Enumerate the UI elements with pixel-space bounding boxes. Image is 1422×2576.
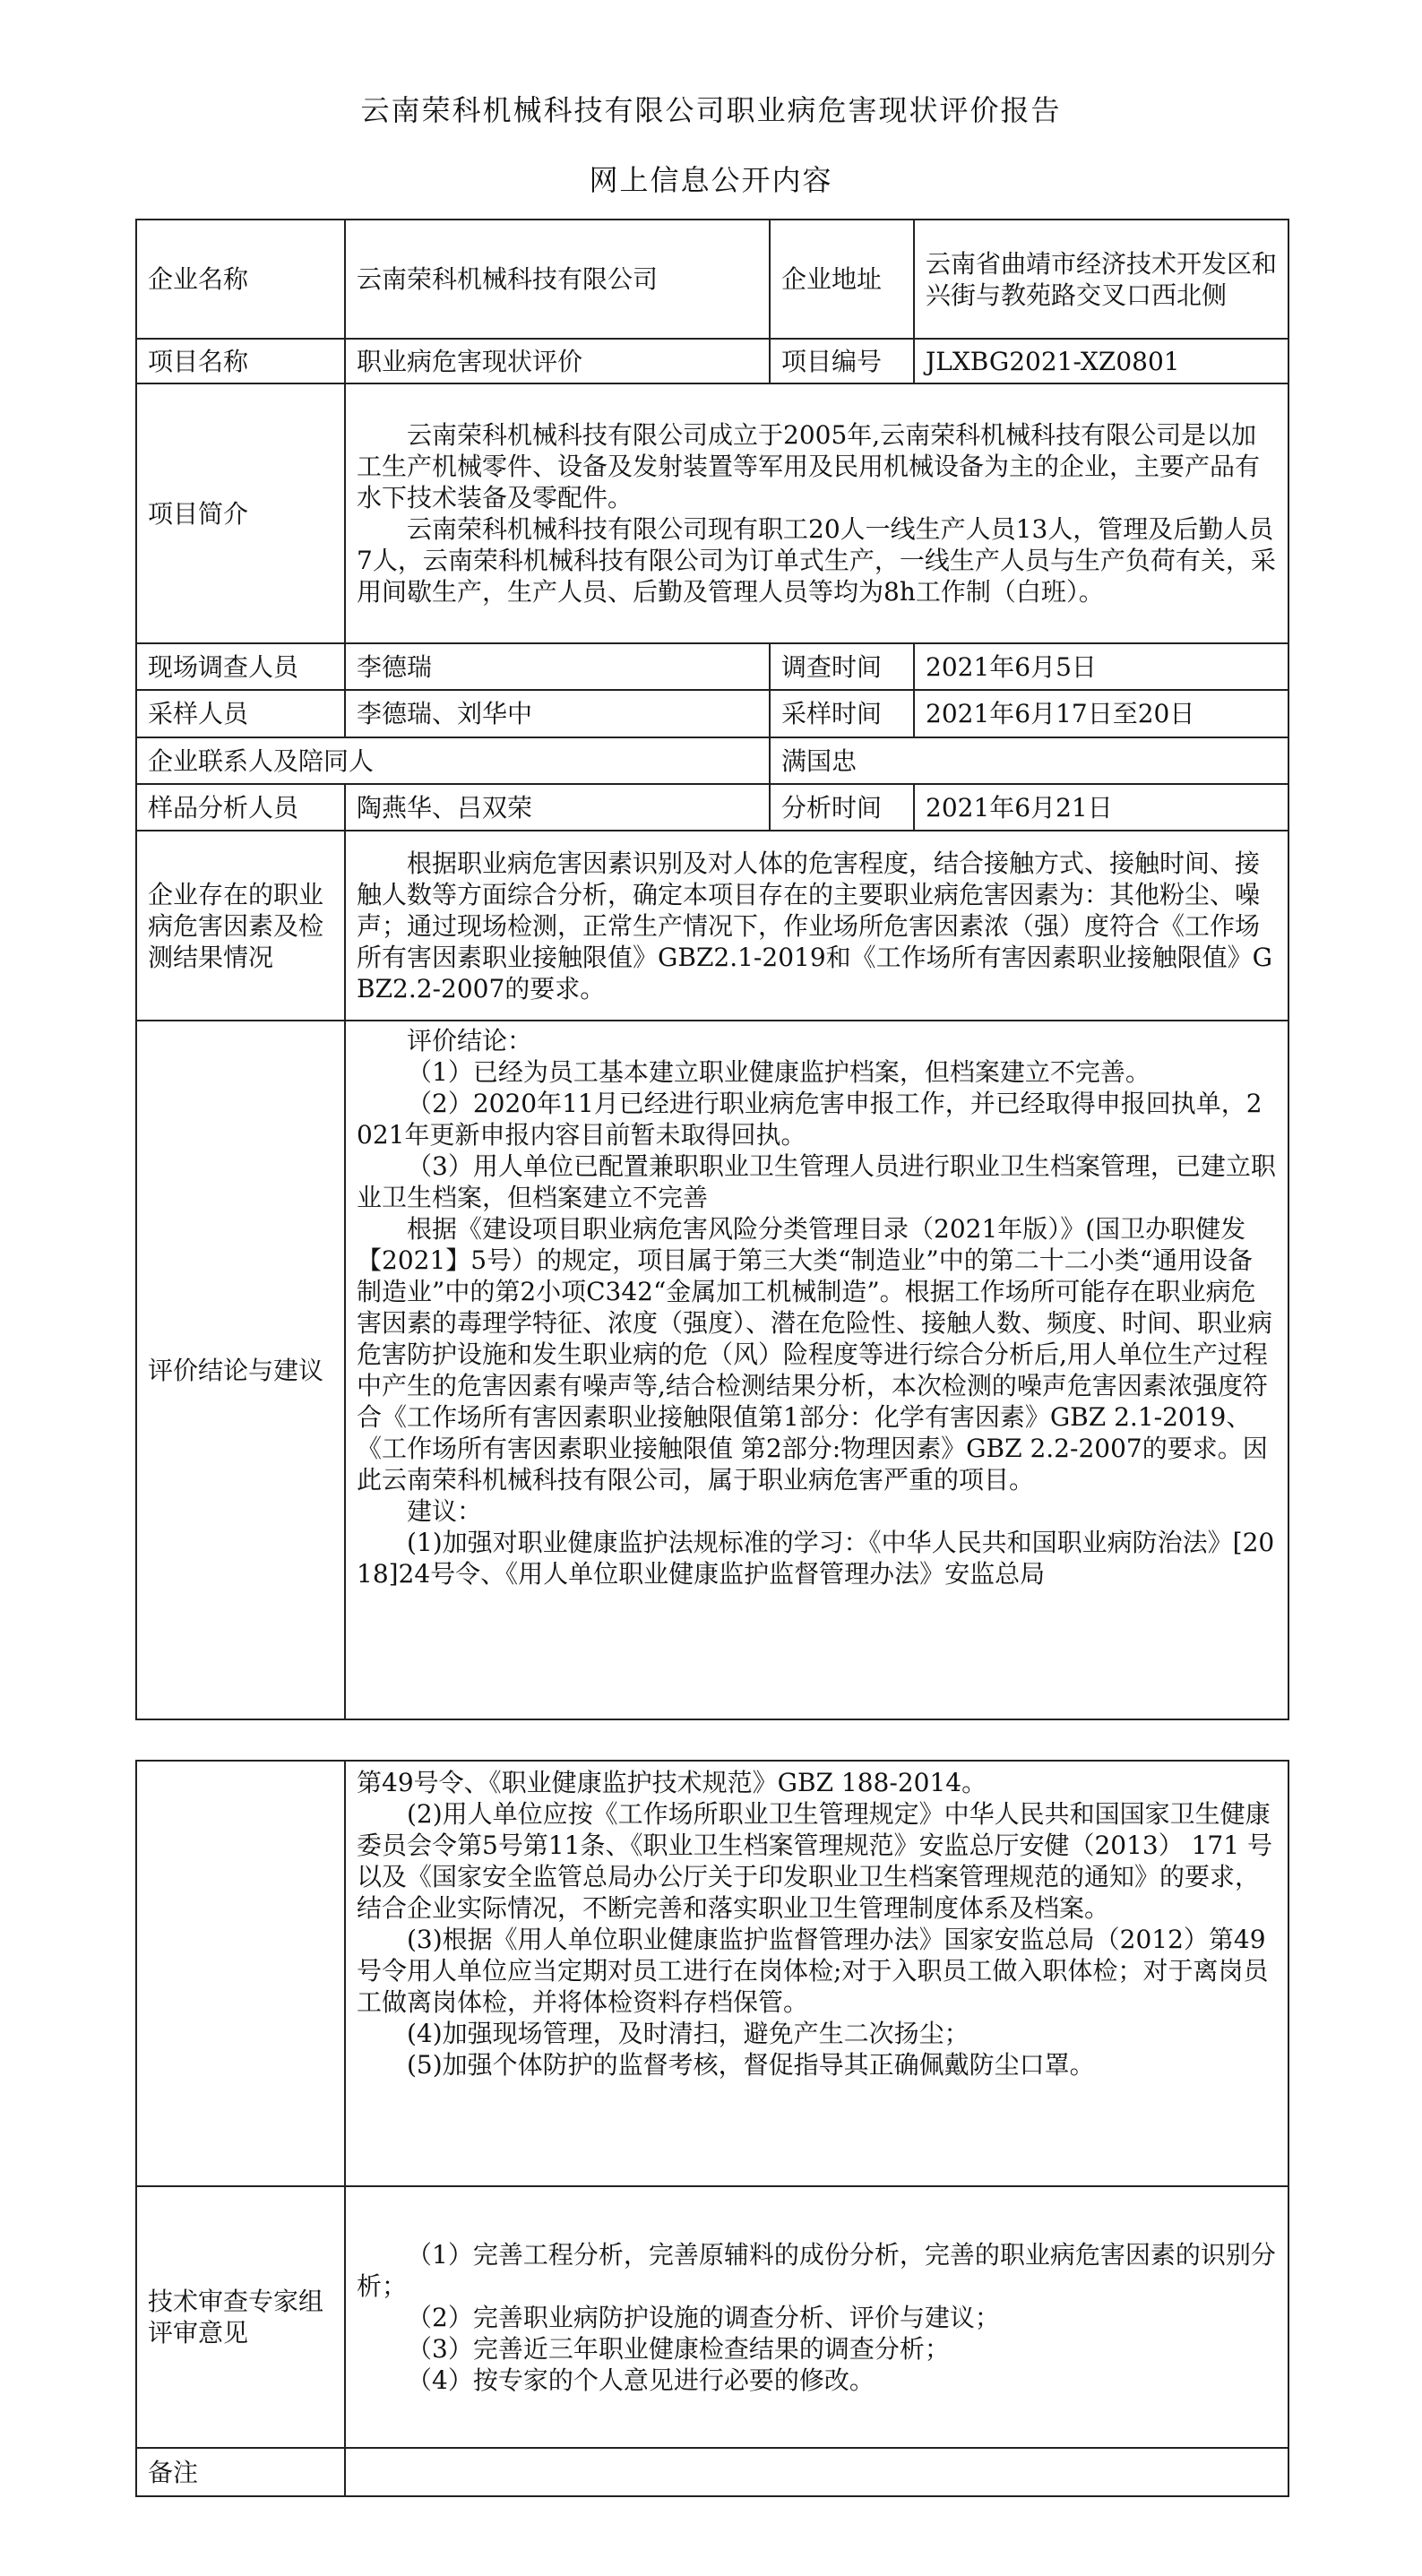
sampling-time-label: 采样时间 — [770, 690, 914, 737]
expert-item-3: （3）完善近三年职业健康检查结果的调查分析； — [407, 2333, 950, 2364]
analysis-time: 2021年6月21日 — [914, 784, 1288, 831]
suggestion-item-4: (4)加强现场管理，及时清扫，避免产生二次扬尘； — [407, 2019, 970, 2048]
conclusion-item-3: （3）用人单位已配置兼职职业卫生管理人员进行职业卫生档案管理，已建立职业卫生档案，但档案建立不完善 — [357, 1151, 1276, 1212]
address-label: 企业地址 — [770, 220, 914, 339]
hazard-text: 根据职业病危害因素识别及对人体的危害程度，结合接触方式、接触时间、接触人数等方面综合分析，确定本项目存在的主要职业病危害因素为：其他粉尘、噪声；通过现场检测，正常生产情况下，作业场所危害因素浓（强）度符合《工作场所有害因素职业接触限值》GBZ2.1-2019和《工作场所有害因素职业接触限值》GBZ2.2-2007的要求。 — [357, 848, 1273, 1004]
document-subtitle: 网上信息公开内容 — [589, 163, 833, 197]
expert-item-2: （2）完善职业病防护设施的调查分析、评价与建议； — [407, 2302, 1000, 2332]
conclusion-item-1: （1）已经为员工基本建立职业健康监护档案，但档案建立不完善。 — [407, 1057, 1151, 1087]
hazard-cell — [345, 831, 1288, 1021]
suggestion-cell — [345, 1761, 1288, 2186]
suggestion-heading: 建议： — [407, 1496, 483, 1526]
suggestion-item-1a: (1)加强对职业健康监护法规标准的学习：《中华人民共和国职业病防治法》[2018]24号令、《用人单位职业健康监护监督管理办法》安监总局 — [357, 1528, 1275, 1589]
sampling-person: 李德瑞、刘华中 — [345, 690, 770, 737]
contact-value: 满国忠 — [770, 737, 1288, 784]
company-name-value: 云南荣科机械科技有限公司 — [345, 220, 770, 339]
remark-value — [345, 2448, 1288, 2496]
expert-item-1: （1）完善工程分析，完善原辅料的成份分析，完善的职业病危害因素的识别分析； — [357, 2239, 1276, 2301]
intro-label: 项目简介 — [136, 383, 345, 643]
intro-paragraph-2: 云南荣科机械科技有限公司现有职工20人一线生产人员13人，管理及后勤人员7人，云南荣科机械科技有限公司为订单式生产，一线生产人员与生产负荷有关，采用间歇生产，生产人员、后勤及管理人员等均为8h工作制（白班）。 — [357, 514, 1276, 607]
project-no-label: 项目编号 — [770, 339, 914, 383]
info-table-part2 — [135, 1760, 1289, 2497]
survey-time-label: 调查时间 — [770, 643, 914, 690]
conclusion-label: 评价结论与建议 — [136, 1021, 345, 1719]
sampling-time: 2021年6月17日至20日 — [914, 690, 1288, 737]
analysis-person: 陶燕华、吕双荣 — [345, 784, 770, 831]
remark-label: 备注 — [136, 2448, 345, 2496]
expert-cell — [345, 2186, 1288, 2448]
project-no-value: JLXBG2021-XZ0801 — [914, 339, 1288, 383]
analysis-time-label: 分析时间 — [770, 784, 914, 831]
survey-time: 2021年6月5日 — [914, 643, 1288, 690]
sampling-label: 采样人员 — [136, 690, 345, 737]
contact-label: 企业联系人及陪同人 — [136, 737, 770, 784]
hazard-label: 企业存在的职业病危害因素及检测结果情况 — [136, 831, 345, 1021]
suggestion-item-1b: 第49号令、《职业健康监护技术规范》GBZ 188-2014。 — [357, 1768, 987, 1797]
suggestion-item-2: (2)用人单位应按《工作场所职业卫生管理规定》中华人民共和国国家卫生健康委员会令第5号第11条、《职业卫生档案管理规范》安监总厅安健（2013） 171 号以及《国家安全监管总局办公厅关于印发职业卫生档案管理规范的通知》的要求，结合企业实际情况，不断完善和落实职业卫生管理制度体系及档案。 — [357, 1799, 1272, 1923]
intro-paragraph-1: 云南荣科机械科技有限公司成立于2005年,云南荣科机械科技有限公司是以加工生产机械零件、设备及发射装置等军用及民用机械设备为主的企业，主要产品有水下技术装备及零配件。 — [357, 420, 1261, 513]
suggestion-item-5: (5)加强个体防护的监督考核，督促指导其正确佩戴防尘口罩。 — [407, 2050, 1095, 2080]
conclusion-heading: 评价结论： — [407, 1026, 533, 1055]
intro-cell — [345, 383, 1288, 643]
info-table-part1 — [135, 219, 1289, 1720]
conclusion-cell — [345, 1021, 1288, 1719]
project-name-value: 职业病危害现状评价 — [345, 339, 770, 383]
survey-label: 现场调查人员 — [136, 643, 345, 690]
conclusion-item-4: 根据《建设项目职业病危害风险分类管理目录（2021年版）》(国卫办职健发【2021】5号）的规定，项目属于第三大类“制造业”中的第二十二小类“通用设备制造业”中的第2小项C342“金属加工机械制造”。根据工作场所可能存在职业病危害因素的毒理学特征、浓度（强度）、潜在危险性、接触人数、频度、时间、职业病危害防护设施和发生职业病的危（风）险程度等进行综合分析后,用人单位生产过程中产生的危害因素有噪声等,结合检测结果分析，本次检测的噪声危害因素浓强度符合《工作场所有害因素职业接触限值第1部分：化学有害因素》GBZ 2.1-2019、《工作场所有害因素职业接触限值 第2部分:物理因素》GBZ 2.2-2007的要求。因此云南荣科机械科技有限公司，属于职业病危害严重的项目。 — [357, 1214, 1273, 1495]
conclusion-item-2: （2）2020年11月已经进行职业病危害申报工作，并已经取得申报回执单，2021年更新申报内容目前暂未取得回执。 — [357, 1089, 1263, 1150]
project-name-label: 项目名称 — [136, 339, 345, 383]
expert-item-4: （4）按专家的个人意见进行必要的修改。 — [407, 2365, 875, 2395]
analysis-label: 样品分析人员 — [136, 784, 345, 831]
company-name-label: 企业名称 — [136, 220, 345, 339]
address-value: 云南省曲靖市经济技术开发区和兴街与教苑路交叉口西北侧 — [914, 220, 1288, 339]
conclusion-continued-label — [136, 1761, 345, 2186]
document-title: 云南荣科机械科技有限公司职业病危害现状评价报告 — [360, 93, 1062, 127]
suggestion-item-3: (3)根据《用人单位职业健康监护监督管理办法》国家安监总局（2012）第49号令用人单位应当定期对员工进行在岗体检;对于入职员工做入职体检；对于离岗员工做离岗体检，并将体检资料存档保管。 — [357, 1925, 1269, 2017]
survey-person: 李德瑞 — [345, 643, 770, 690]
expert-label: 技术审查专家组评审意见 — [136, 2186, 345, 2448]
